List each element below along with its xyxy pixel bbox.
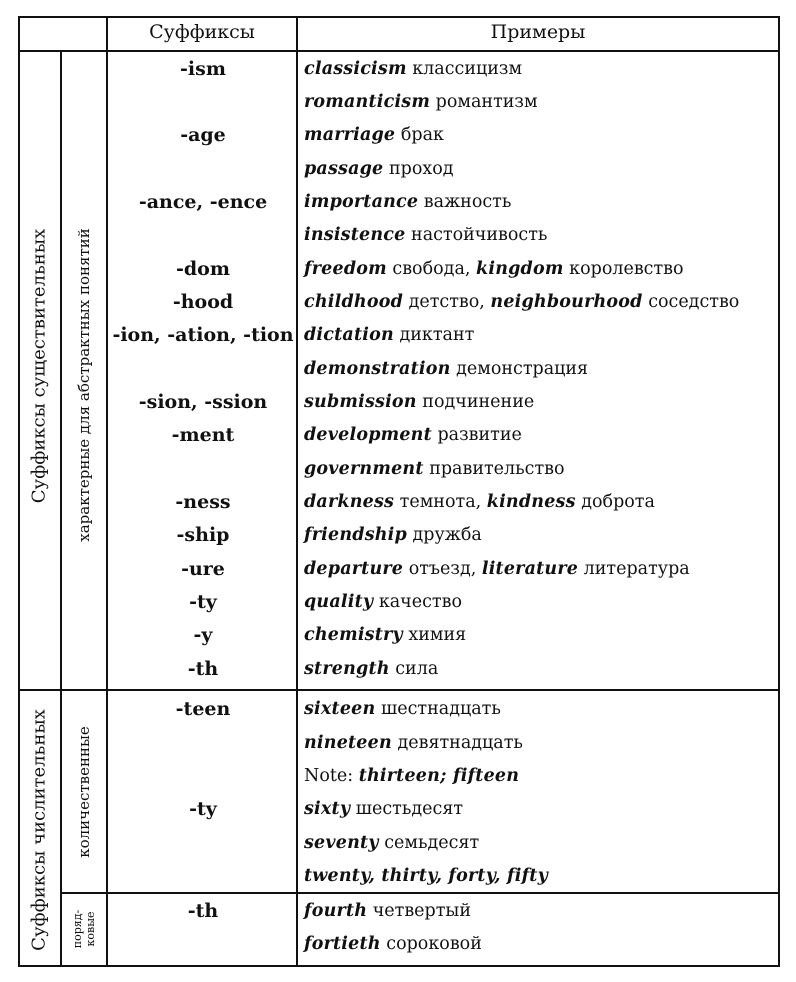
example-translation: соседство xyxy=(642,292,740,312)
example-word: kingdom xyxy=(476,259,564,279)
example-translation: королевство xyxy=(563,259,684,279)
example-word: dictation xyxy=(304,325,394,345)
example-cell xyxy=(304,932,482,956)
example-cell xyxy=(304,831,479,855)
example-translation: настойчивость xyxy=(405,225,548,245)
example-word: romanticism xyxy=(304,92,431,112)
example-cell xyxy=(304,357,588,381)
example-word: fourth xyxy=(304,901,368,921)
example-translation: темнота, xyxy=(394,492,487,512)
suffix-cell: -y xyxy=(193,624,213,646)
suffix-cell: -ism xyxy=(180,58,226,80)
example-translation: важность xyxy=(418,192,512,212)
example-translation: романтизм xyxy=(430,92,538,112)
example-word: twenty, thirty, forty, fifty xyxy=(304,866,548,886)
example-cell xyxy=(304,590,462,614)
example-translation: проход xyxy=(383,159,454,179)
example-translation: шестнадцать xyxy=(375,699,501,719)
example-word: friendship xyxy=(304,525,407,545)
table-left-border xyxy=(18,16,20,967)
example-word: literature xyxy=(481,559,579,579)
example-cell xyxy=(304,899,471,923)
nouns-section-label: Суффиксы существительных xyxy=(28,228,50,504)
example-cell xyxy=(304,457,565,481)
example-cell xyxy=(304,731,523,755)
suffix-cell: -ure xyxy=(181,558,225,580)
example-translation: девятнадцать xyxy=(391,733,523,753)
header-bottom-border xyxy=(18,50,780,52)
example-word: importance xyxy=(304,192,419,212)
example-word: passage xyxy=(304,159,384,179)
numerals-section-label: Суффиксы числительных xyxy=(28,709,50,951)
example-cell xyxy=(304,523,482,547)
example-cell xyxy=(304,864,548,888)
cardinal-subsection-label: количественные xyxy=(75,726,93,858)
abstract-subsection-label: характерные для абстрактных понятий xyxy=(75,228,93,542)
example-translation: качество xyxy=(373,592,462,612)
example-cell xyxy=(304,697,501,721)
example-cell xyxy=(304,90,538,114)
example-translation: развитие xyxy=(431,425,522,445)
example-cell xyxy=(304,764,519,788)
example-translation: дружба xyxy=(406,525,482,545)
example-word: kindness xyxy=(486,492,576,512)
example-word: darkness xyxy=(304,492,395,512)
header-suffixes: Суффиксы xyxy=(149,21,255,43)
example-word: chemistry xyxy=(304,625,403,645)
example-cell xyxy=(304,323,474,347)
example-translation: отъезд, xyxy=(403,559,482,579)
suffix-cell: -age xyxy=(180,124,226,146)
subsection-divider xyxy=(60,892,780,894)
suffix-cell: -ment xyxy=(171,424,235,446)
example-cell xyxy=(304,57,522,81)
example-word: seventy xyxy=(304,833,379,853)
example-translation: правительство xyxy=(423,459,565,479)
example-word: development xyxy=(304,425,432,445)
suffix-cell: -th xyxy=(187,900,219,922)
example-translation: сила xyxy=(389,659,439,679)
example-translation: диктант xyxy=(393,325,475,345)
example-word: fortieth xyxy=(304,934,381,954)
example-word: classicism xyxy=(304,59,407,79)
example-word: thirteen; fifteen xyxy=(358,766,520,786)
example-cell xyxy=(304,490,655,514)
suffix-cell: -ness xyxy=(175,491,231,513)
example-word: demonstration xyxy=(304,359,451,379)
example-word: neighbourhood xyxy=(490,292,643,312)
section-divider xyxy=(18,689,780,691)
example-cell xyxy=(304,423,522,447)
example-translation: демонстрация xyxy=(450,359,589,379)
example-cell xyxy=(304,157,454,181)
example-translation: детство, xyxy=(403,292,491,312)
example-translation: четвертый xyxy=(367,901,472,921)
table-bottom-border xyxy=(18,965,780,967)
example-translation: шестьдесят xyxy=(350,799,464,819)
example-cell xyxy=(304,223,547,247)
ordinal-subsection-label: поряд- ковые xyxy=(71,909,97,949)
suffix-cell: -th xyxy=(187,658,219,680)
example-translation: литература xyxy=(578,559,690,579)
suffix-cell: -dom xyxy=(176,258,230,280)
suffix-cell: -teen xyxy=(175,698,231,720)
example-prefix: Note: xyxy=(304,766,359,786)
example-translation: доброта xyxy=(575,492,655,512)
table-top-border xyxy=(18,16,780,18)
example-word: departure xyxy=(304,559,404,579)
example-cell xyxy=(304,290,739,314)
suffix-cell: -ty xyxy=(189,591,217,613)
example-cell xyxy=(304,797,463,821)
example-word: insistence xyxy=(304,225,406,245)
example-translation: свобода, xyxy=(386,259,477,279)
suffix-cell: -ance, -ence xyxy=(138,191,268,213)
suffix-cell: -sion, -ssion xyxy=(138,391,268,413)
example-translation: подчинение xyxy=(416,392,535,412)
header-examples: Примеры xyxy=(490,21,586,43)
example-word: sixty xyxy=(304,799,351,819)
suffix-cell: -hood xyxy=(172,291,234,313)
example-word: submission xyxy=(304,392,417,412)
example-word: quality xyxy=(304,592,374,612)
suffix-cell: -ion, -ation, -tion xyxy=(112,324,294,346)
example-cell xyxy=(304,390,534,414)
example-word: nineteen xyxy=(304,733,392,753)
example-word: marriage xyxy=(304,125,396,145)
example-cell xyxy=(304,557,690,581)
example-translation: семьдесят xyxy=(378,833,480,853)
category-divider xyxy=(60,50,62,967)
example-word: sixteen xyxy=(304,699,376,719)
example-translation: сороковой xyxy=(380,934,482,954)
example-word: freedom xyxy=(304,259,387,279)
example-cell xyxy=(304,623,466,647)
example-translation: брак xyxy=(395,125,444,145)
example-cell xyxy=(304,123,444,147)
suffix-cell: -ship xyxy=(176,524,230,546)
example-translation: химия xyxy=(402,625,467,645)
example-cell xyxy=(304,190,511,214)
table-right-border xyxy=(778,16,780,967)
suffix-cell: -ty xyxy=(189,798,217,820)
example-word: government xyxy=(304,459,424,479)
example-word: childhood xyxy=(304,292,404,312)
example-translation: классицизм xyxy=(406,59,523,79)
example-cell xyxy=(304,257,684,281)
example-word: strength xyxy=(304,659,390,679)
example-cell xyxy=(304,657,438,681)
